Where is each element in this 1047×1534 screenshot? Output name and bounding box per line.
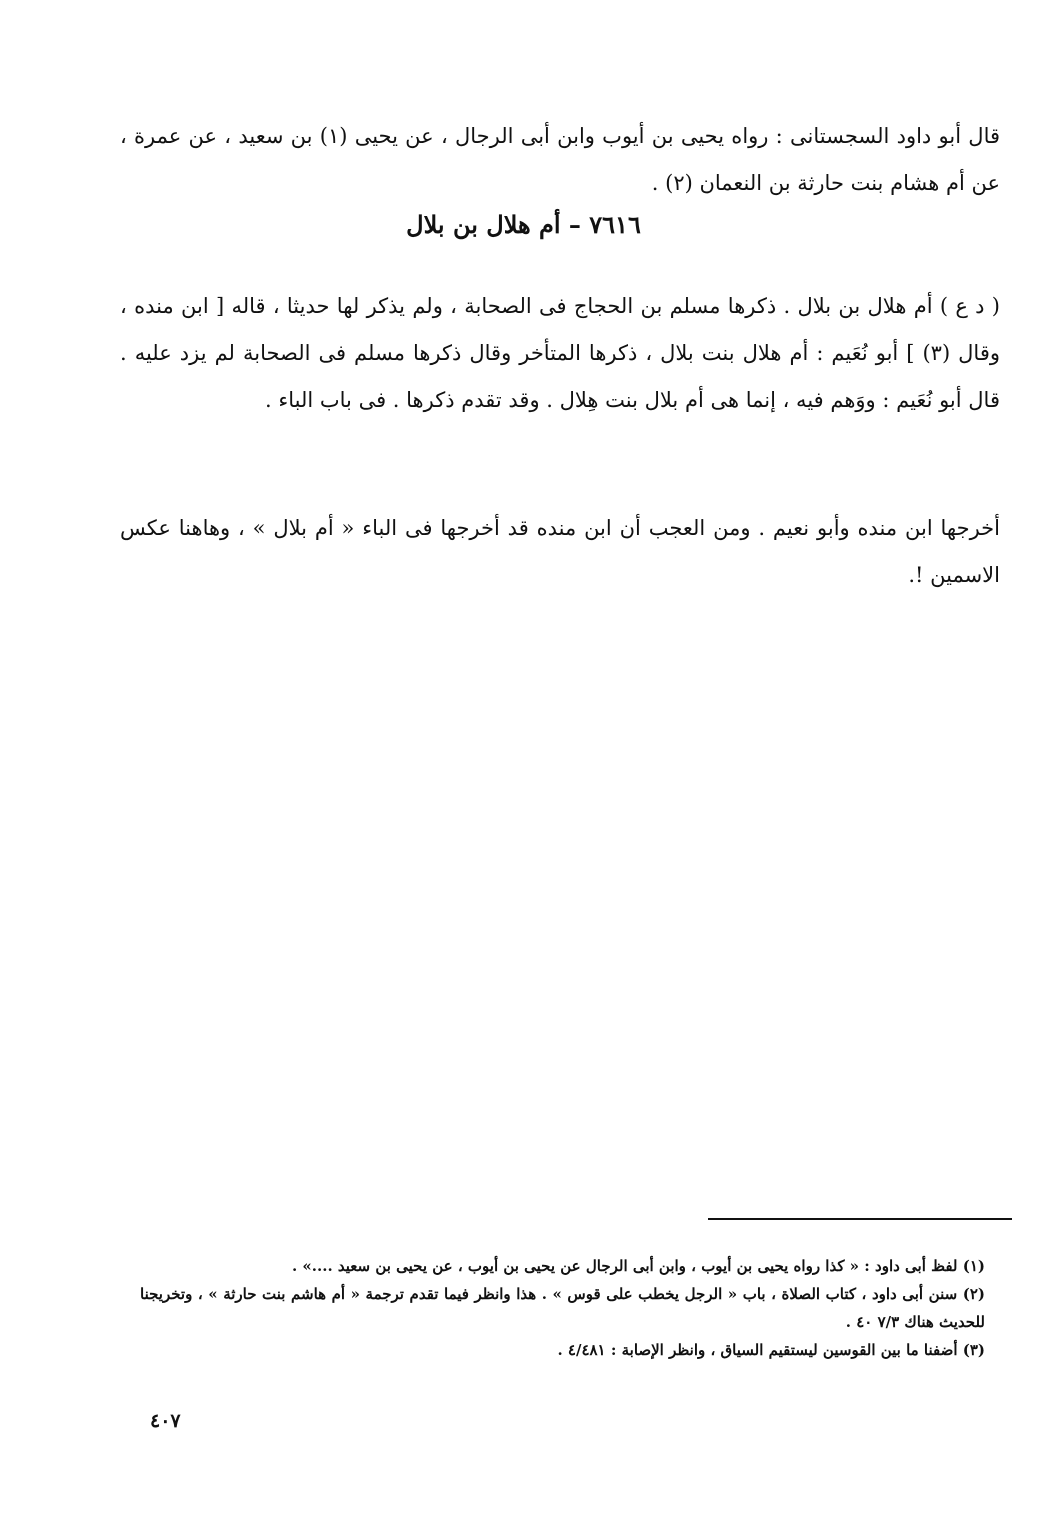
footnote-2: (٢) سنن أبى داود ، كتاب الصلاة ، باب « الرجل يخطب على قوس » . هذا وانظر فيما تقدم ترجمة « أم هاشم بنت حارثة » ، وتخريجنا للحديث هناك ٧/٣ ٤٠ . (140, 1285, 985, 1331)
footnote-divider (708, 1218, 1012, 1220)
paragraph-abu-dawud-narration: قال أبو داود السجستانى : رواه يحيى بن أيوب وابن أبى الرجال ، عن يحيى (١) بن سعيد ، عن عمرة ، عن أم هشام بنت حارثة بن النعمان (٢) . (120, 124, 1001, 195)
footnotes (140, 1252, 985, 1364)
paragraph-sources: أخرجها ابن منده وأبو نعيم . ومن العجب أن ابن منده قد أخرجها فى الباء « أم بلال » ، وهاهنا عكس الاسمين !. (120, 516, 1000, 587)
page-number: ٤٠٧ (150, 1410, 181, 1432)
footnote-1: (١) لفظ أبى داود : « كذا رواه يحيى بن أيوب ، وابن أبى الرجال عن يحيى بن أيوب ، عن يحيى بن سعيد ....» . (291, 1257, 985, 1275)
paragraph-entry-text: ( د ع ) أم هلال بن بلال . ذكرها مسلم بن الحجاج فى الصحابة ، ولم يذكر لها حديثا ، قاله [ ابن منده ، وقال (٣) ] أبو نُعَيم : أم هلال بنت بلال ، ذكرها المتأخر وقال ذكرها مسلم فى الصحابة لم يزد عليه . قال أبو نُعَيم : ووَهم فيه ، إنما هى أم بلال بنت هِلال . وقد تقدم ذكرها . فى باب الباء . (120, 294, 1000, 412)
footnote-3: (٣) أضفنا ما بين القوسين ليستقيم السياق ، وانظر الإصابة : ٤/٤٨١ . (557, 1341, 985, 1359)
entry-heading: ٧٦١٦ – أم هلال بن بلال (406, 210, 641, 239)
